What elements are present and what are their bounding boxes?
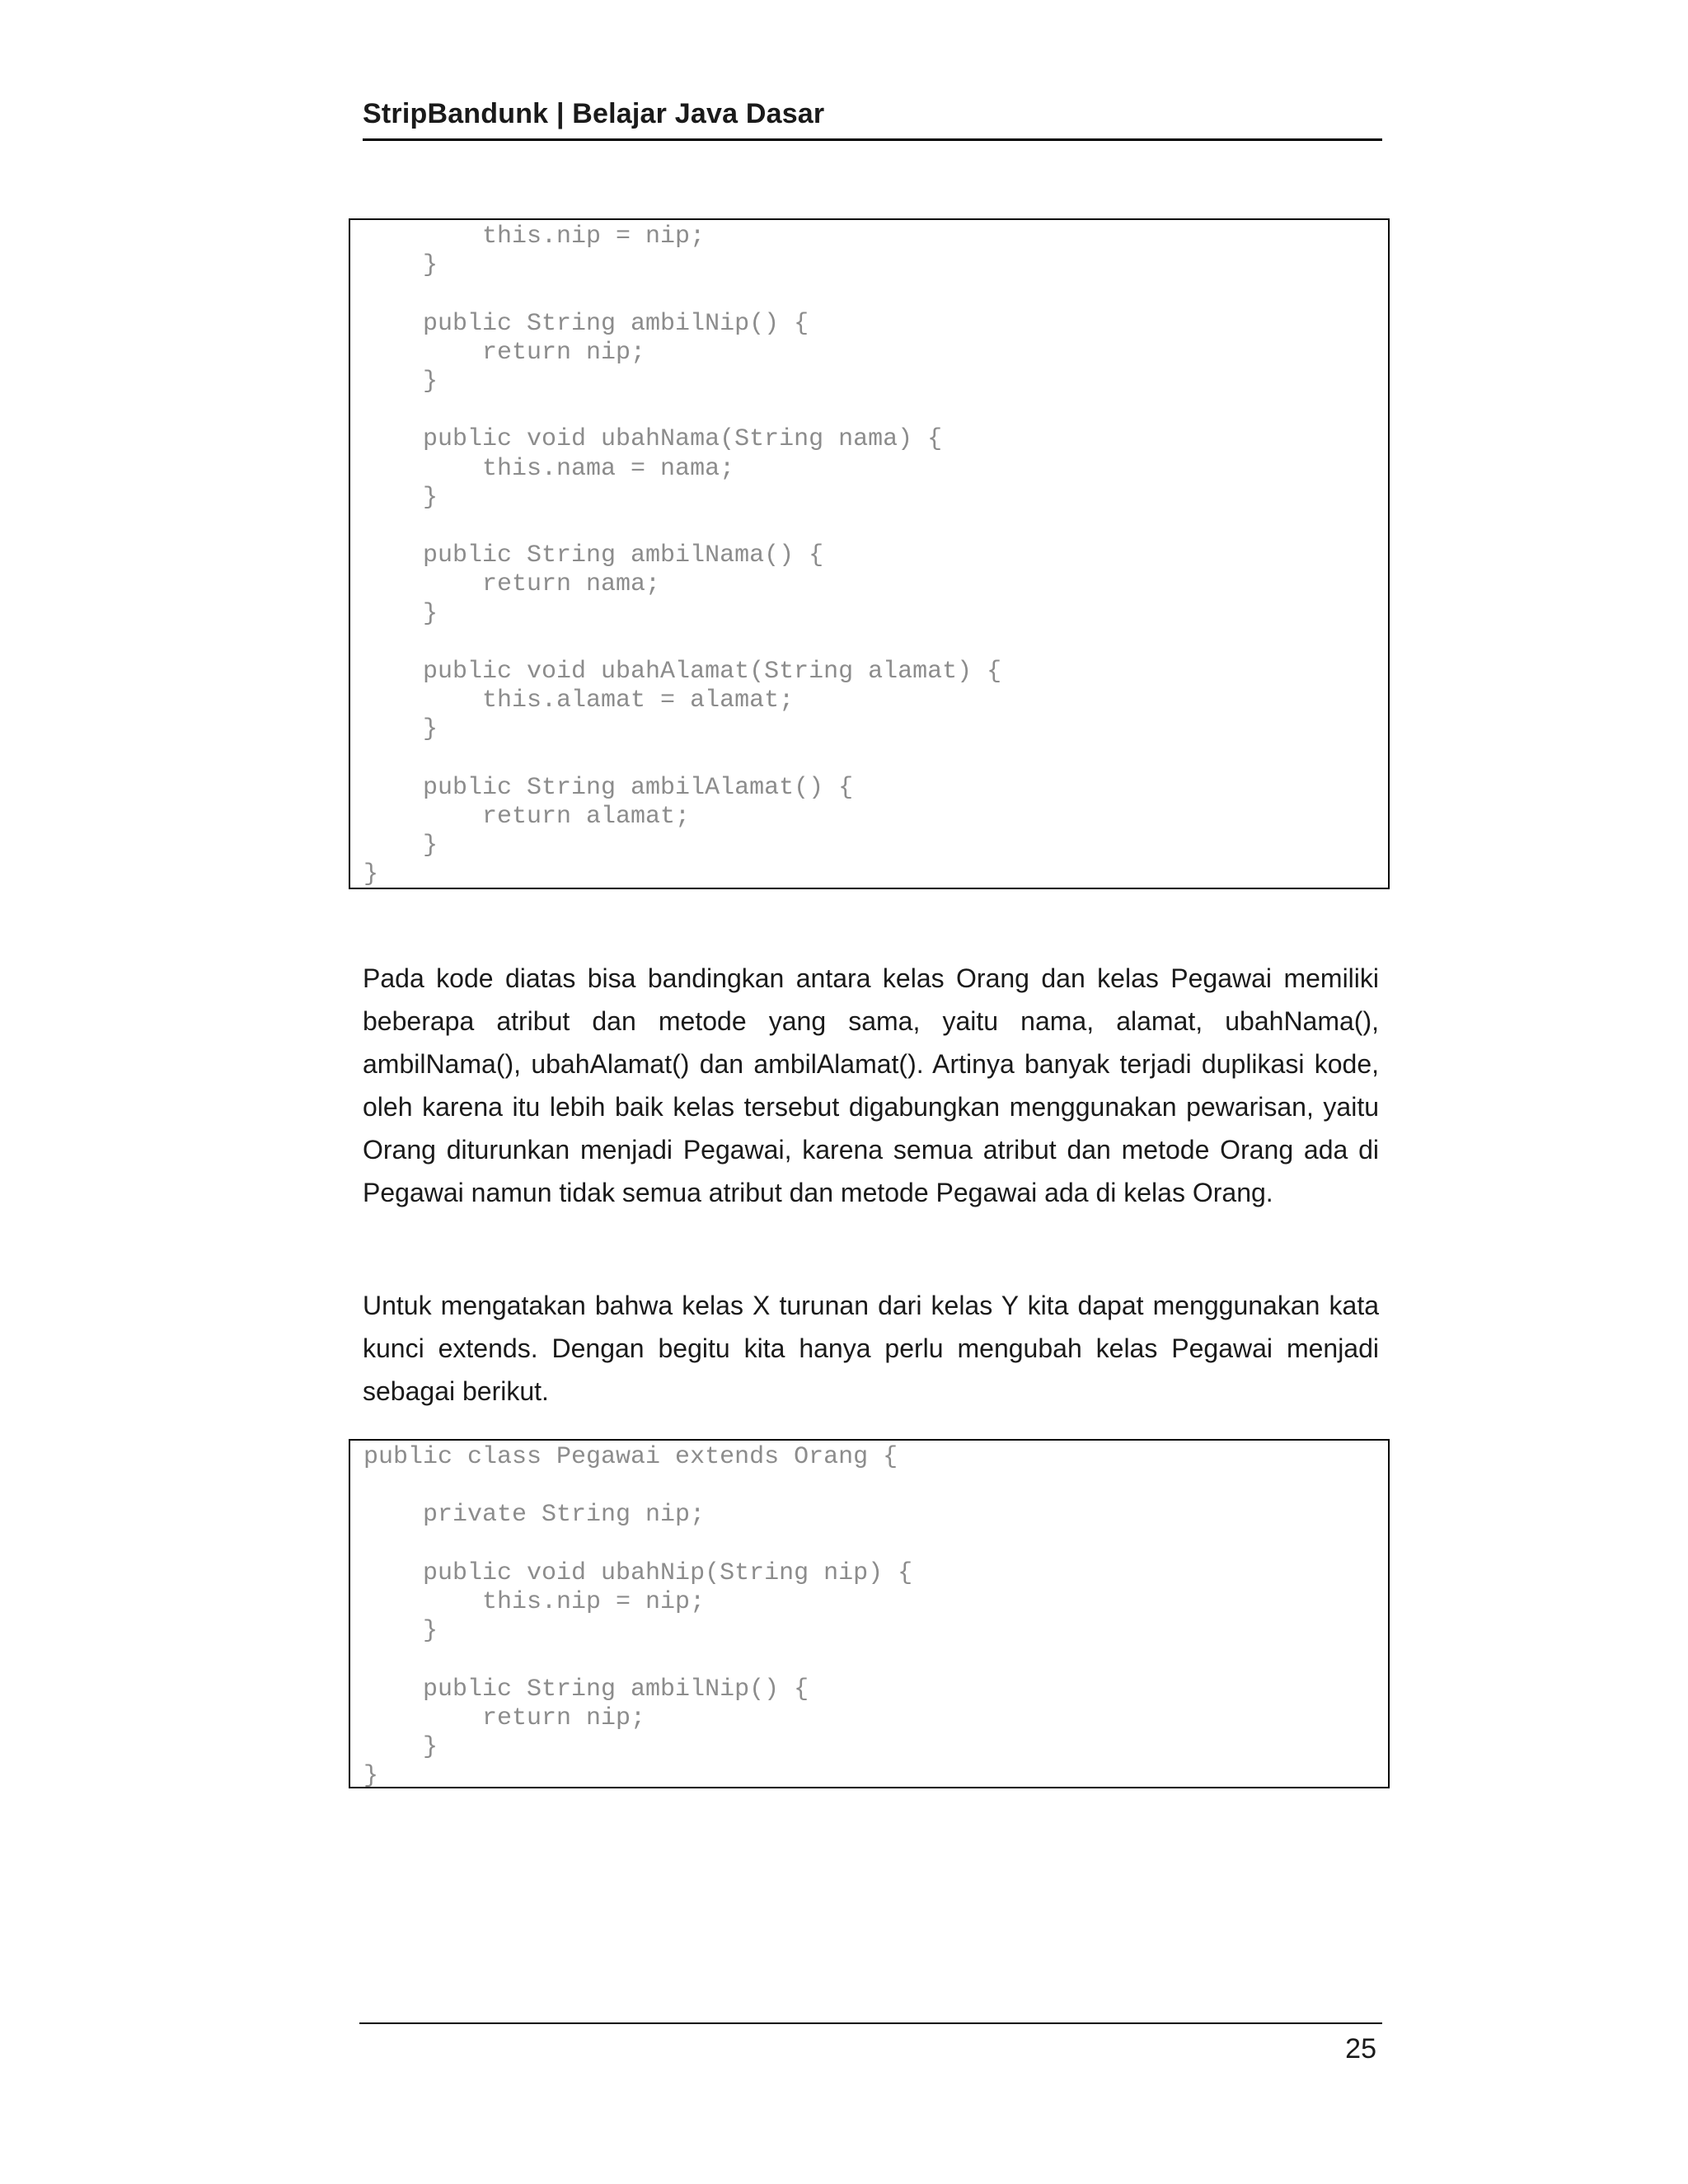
code-text-continued: this.nip = nip; } public String ambilNip() { return nip; } public void ubahNama(String nama) { this.nama = nama; } public String ambilNama() { return nama; } public void ubahAlamat(String alamat) { this.alamat = alamat; } public String ambilAlamat() { return alamat; } }	[363, 223, 1002, 889]
code-block-pegawai-extends	[349, 1439, 1390, 1791]
code-block-continued	[349, 218, 1390, 889]
paragraph-comparison: Pada kode diatas bisa bandingkan antara kelas Orang dan kelas Pegawai memiliki beberapa atribut dan metode yang sama, yaitu nama, alamat, ubahNama(), ambilNama(), ubahAlamat() dan ambilAlamat(). Artinya banyak terjadi duplikasi kode, oleh karena itu lebih baik kelas tersebut digabungkan menggunakan pewarisan, yaitu Orang diturunkan menjadi Pegawai, karena semua atribut dan metode Orang ada di Pegawai namun tidak semua atribut dan metode Pegawai ada di kelas Orang.	[363, 963, 1379, 1207]
footer-rule	[359, 2022, 1382, 2024]
paragraph-extends: Untuk mengatakan bahwa kelas X turunan dari kelas Y kita dapat menggunakan kata kunci extends. Dengan begitu kita hanya perlu mengubah kelas Pegawai menjadi sebagai berikut.	[363, 1291, 1379, 1406]
page-header	[363, 97, 1382, 141]
page-number: 25	[1345, 2033, 1376, 2064]
header-title: StripBandunk | Belajar Java Dasar	[363, 98, 825, 129]
code-text-pegawai-extends: public class Pegawai extends Orang { private String nip; public void ubahNip(String nip) { this.nip = nip; } public String ambilNip() { return nip; } }	[363, 1443, 913, 1791]
